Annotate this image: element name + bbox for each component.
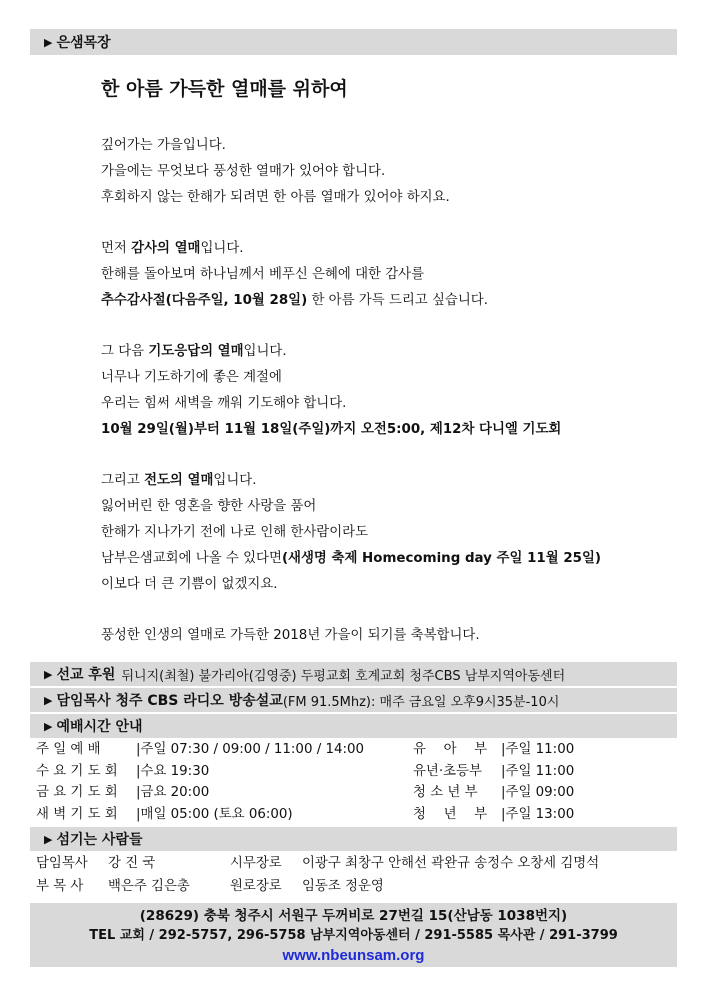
- schedule-row: 금 요 기 도 회 | 금요 20:00: [36, 785, 210, 800]
- radio-label: 담임목사 청주 CBS 라디오 방송설교: [56, 693, 283, 709]
- article-line: 남부은샘교회에 나올 수 있다면(새생명 축제 Homecoming day 주일 11월 25일): [101, 550, 602, 566]
- church-website-link[interactable]: www.nbeunsam.org: [282, 947, 425, 964]
- article-line: 그 다음 기도응답의 열매입니다.: [101, 344, 287, 360]
- article-line: 그리고 전도의 열매입니다.: [101, 473, 257, 489]
- article-title: 한 아름 가득한 열매를 위하여: [101, 78, 348, 100]
- schedule-row: 주 일 예 배 | 주일 07:30 / 09:00 / 11:00 / 14:00: [36, 742, 365, 757]
- mission-label: 선교 후원: [56, 667, 116, 683]
- triangle-right-icon: ▶: [44, 667, 53, 681]
- staff-row: 담임목사 강 진 국 시무장로 이광구 최창구 안해선 곽완규 송정수 오창세 김명석: [36, 856, 600, 871]
- article-line: 후회하지 않는 한해가 되려면 한 아름 열매가 있어야 하지요.: [101, 189, 450, 205]
- worship-schedule-left: [36, 739, 364, 825]
- staff-label: 섬기는 사람들: [56, 832, 143, 848]
- triangle-right-icon: ▶: [44, 693, 53, 707]
- worship-schedule-right: [413, 739, 574, 825]
- schedule-row: 청 년 부 | 주일 13:00: [413, 806, 575, 822]
- schedule-row: 수 요 기 도 회 | 수요 19:30: [36, 763, 210, 779]
- article-body: [101, 133, 601, 649]
- schedule-row: 새 벽 기 도 회 | 매일 05:00 (토요 06:00): [36, 806, 293, 822]
- section-title: 은샘목장: [56, 35, 111, 51]
- worship-times-bar: [30, 714, 677, 738]
- schedule-row: 유 아 부 | 주일 11:00: [413, 742, 575, 757]
- triangle-right-icon: ▶: [44, 35, 53, 49]
- triangle-right-icon: ▶: [44, 832, 53, 846]
- staff-row: 부 목 사 백은주 김은총 원로장로 임동조 정운영: [36, 879, 384, 894]
- schedule-row: 청 소 년 부 | 주일 09:00: [413, 785, 575, 800]
- church-address: (28629) 충북 청주시 서원구 두꺼비로 27번길 15(산남동 1038번지): [139, 908, 568, 924]
- article-line: 한해가 지나가기 전에 나로 인해 한사람이라도: [101, 524, 369, 540]
- section-header-bar: [30, 29, 677, 55]
- article-line: 추수감사절(다음주일, 10월 28일) 한 아름 가득 드리고 싶습니다.: [101, 292, 488, 308]
- schedule-row: 유년·초등부 | 주일 11:00: [413, 763, 575, 779]
- article-line: 가을에는 무엇보다 풍성한 열매가 있어야 합니다.: [101, 163, 386, 179]
- article-line: 잃어버린 한 영혼을 향한 사랑을 품어: [101, 499, 317, 515]
- article-closing: 풍성한 인생의 열매로 가득한 2018년 가을이 되기를 축복합니다.: [101, 628, 480, 644]
- church-phone: TEL 교회 / 292-5757, 296-5758 남부지역아동센터 / 291-5585 목사관 / 291-3799: [89, 928, 618, 943]
- article-line: 10월 29일(월)부터 11월 18일(주일)까지 오전5:00, 제12차 다니엘 기도회: [101, 421, 562, 437]
- article-line: 너무나 기도하기에 좋은 계절에: [101, 370, 282, 386]
- worship-label: 예배시간 안내: [56, 719, 143, 735]
- article-line: 이보다 더 큰 기쁨이 없겠지요.: [101, 576, 278, 592]
- staff-list: [36, 852, 599, 898]
- article-line: 깊어가는 가을입니다.: [101, 138, 226, 153]
- article-line: 우리는 힘써 새벽을 깨워 기도해야 합니다.: [101, 395, 347, 411]
- triangle-right-icon: ▶: [44, 719, 53, 733]
- footer: [30, 903, 677, 967]
- article-line: 한해를 돌아보며 하나님께서 베푸신 은혜에 대한 감사를: [101, 266, 425, 282]
- article-line: 먼저 감사의 열매입니다.: [101, 241, 244, 257]
- mission-text: 뒤니지(최철) 불가리아(김영중) 두평교회 호계교회 청주CBS 남부지역아동센터: [121, 668, 566, 684]
- radio-sermon-bar: [30, 688, 677, 712]
- mission-support-bar: [30, 662, 677, 686]
- staff-bar: [30, 827, 677, 851]
- radio-text: (FM 91.5Mhz): 매주 금요일 오후9시35분-10시: [282, 694, 560, 710]
